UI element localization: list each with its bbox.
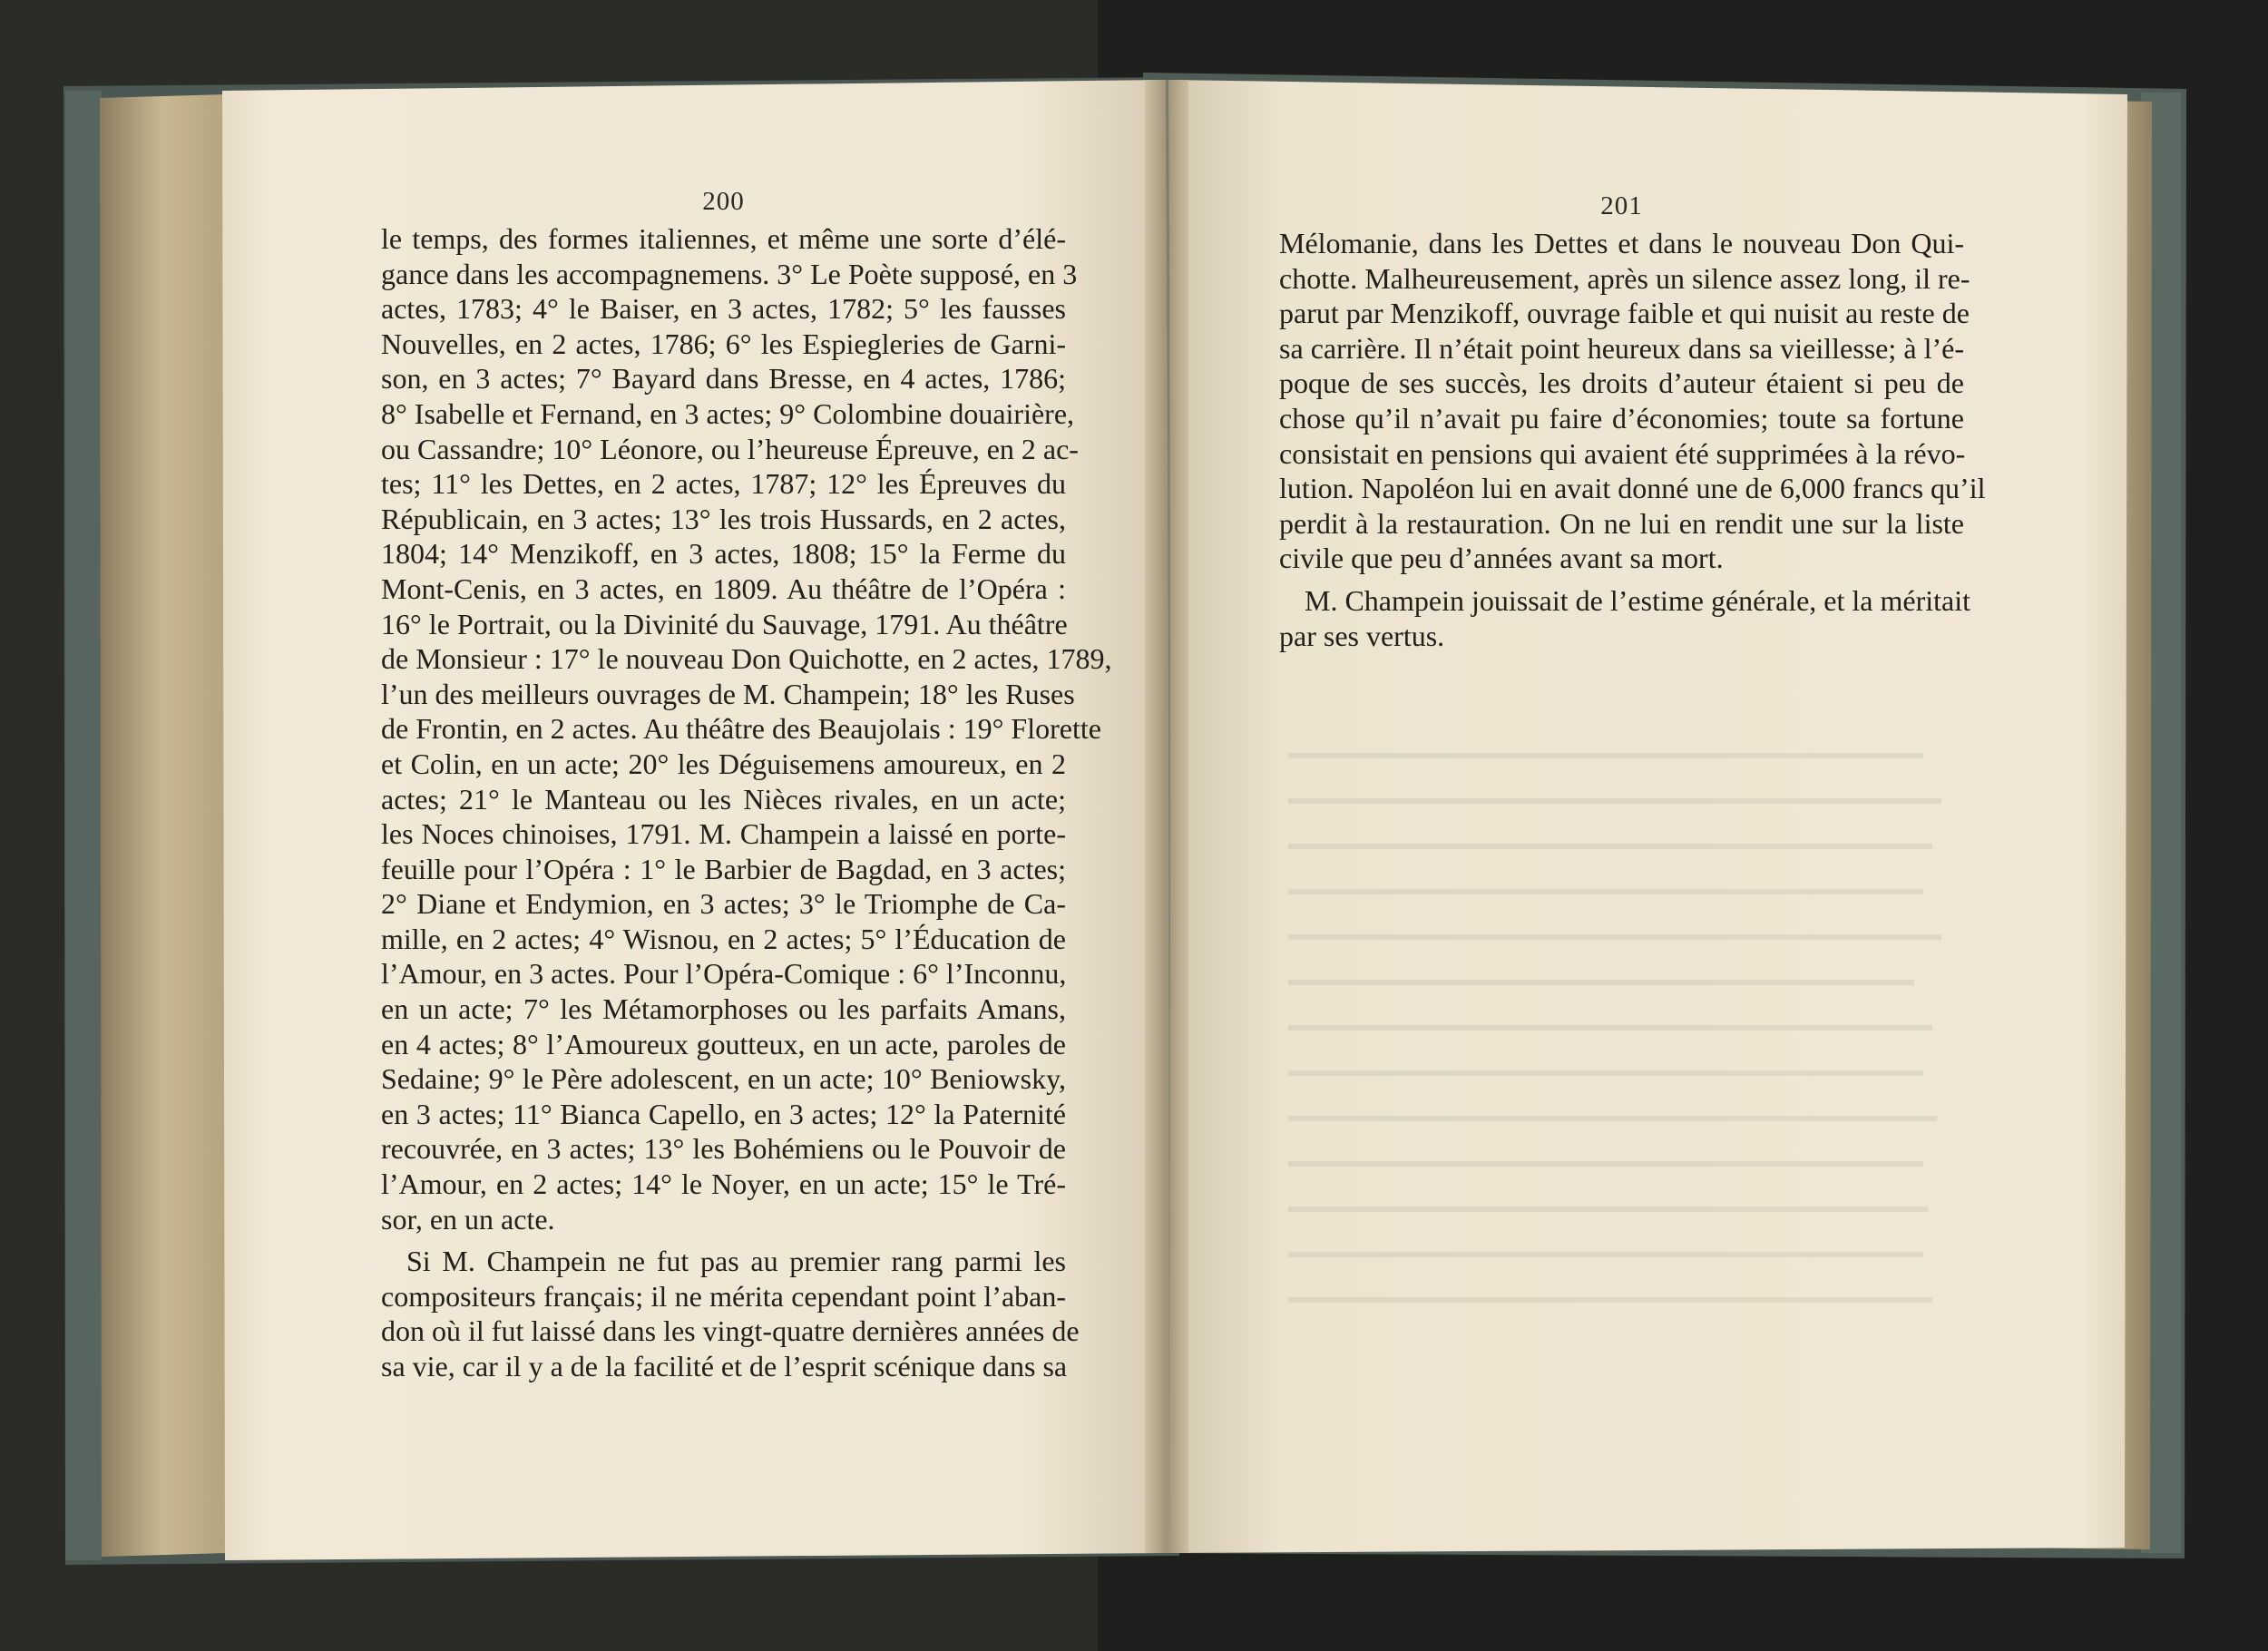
text-line: recouvrée, en 3 actes; 13° les Bohémiens ou le Pouvoir de [381, 1132, 1066, 1166]
text-line: de Frontin, en 2 actes. Au théâtre des Beaujolais : 19° Florette [381, 712, 1101, 746]
text-line: gance dans les accompagnemens. 3° Le Poète supposé, en 3 [381, 257, 1078, 290]
text-line: l’Amour, en 3 actes. Pour l’Opéra-Comique : 6° l’Inconnu, [381, 957, 1067, 991]
text-line: 16° le Portrait, ou la Divinité du Sauvage, 1791. Au théâtre [381, 607, 1068, 640]
text-line: par ses vertus. [1279, 619, 1445, 652]
text-line: l’un des meilleurs ouvrages de M. Champein; 18° les Ruses [381, 677, 1075, 710]
text-line: poque de ses succès, les droits d’auteur étaient si peu de [1279, 366, 1964, 400]
text-line: et Colin, en un acte; 20° les Déguisemens amoureux, en 2 [381, 747, 1066, 780]
text-line: Mélomanie, dans les Dettes et dans le nouveau Don Qui- [1279, 227, 1964, 259]
text-line: consistait en pensions qui avaient été supprimées à la révo- [1279, 436, 1966, 470]
text-line: Sedaine; 9° le Père adolescent, en un acte; 10° Beniowsky, [381, 1062, 1066, 1096]
text-line: tes; 11° les Dettes, en 2 actes, 1787; 12° les Épreuves du [381, 467, 1066, 501]
text-line: Nouvelles, en 2 actes, 1786; 6° les Espiegleries de Garni- [381, 327, 1066, 360]
text-line: parut par Menzikoff, ouvrage faible et qui nuisit au reste de [1279, 297, 1970, 330]
text-line: Mont-Cenis, en 3 actes, en 1809. Au théâtre de l’Opéra : [381, 572, 1066, 605]
text-line: M. Champein jouissait de l’estime générale, et la méritait [1305, 583, 1970, 617]
text-line: sa vie, car il y a de la facilité et de l’esprit scénique dans sa [381, 1350, 1068, 1382]
text-line: en un acte; 7° les Métamorphoses ou les parfaits Amans, [381, 992, 1066, 1026]
text-line: lution. Napoléon lui en avait donné une de 6,000 francs qu’il [1279, 472, 1986, 505]
text-line: Si M. Champein ne fut pas au premier rang parmi les [406, 1245, 1066, 1278]
text-line: 8° Isabelle et Fernand, en 3 actes; 9° Colombine douairière, [381, 396, 1075, 430]
text-line: l’Amour, en 2 actes; 14° le Noyer, en un acte; 15° le Tré- [381, 1167, 1066, 1201]
text-line: Républicain, en 3 actes; 13° les trois Hussards, en 2 actes, [381, 502, 1066, 535]
left-page [381, 181, 1112, 1384]
text-line: actes, 1783; 4° le Baiser, en 3 actes, 1782; 5° les fausses [381, 292, 1066, 326]
text-line: perdit à la restauration. On ne lui en rendit une sur la liste [1279, 506, 1964, 540]
text-line: compositeurs français; il ne mérita cependant point l’aban- [381, 1279, 1066, 1313]
text-line: actes; 21° le Manteau ou les Nièces rivales, en un acte; [381, 782, 1066, 816]
page-number: 201 [1600, 191, 1643, 220]
text-line: chotte. Malheureusement, après un silence assez long, il re- [1279, 261, 1970, 295]
right-page [1279, 186, 1986, 653]
text-line: chose qu’il n’avait pu faire d’économies; toute sa fortune [1279, 401, 1964, 435]
text-line: en 4 actes; 8° l’Amoureux goutteux, en un acte, paroles de [381, 1027, 1066, 1060]
text-line: en 3 actes; 11° Bianca Capello, en 3 actes; 12° la Paternité [381, 1097, 1066, 1130]
text-line: 1804; 14° Menzikoff, en 3 actes, 1808; 15° la Ferme du [381, 537, 1066, 571]
page-number: 200 [702, 187, 745, 216]
text-line: don où il fut laissé dans les vingt-quatre dernières années de [381, 1314, 1080, 1348]
text-line: sa carrière. Il n’était point heureux dans sa vieillesse; à l’é- [1279, 331, 1964, 365]
text-line: les Noces chinoises, 1791. M. Champein a laissé en porte- [381, 817, 1066, 851]
text-line: civile que peu d’années avant sa mort. [1279, 542, 1724, 575]
text-line: feuille pour l’Opéra : 1° le Barbier de Bagdad, en 3 actes; [381, 852, 1066, 885]
text-line: de Monsieur : 17° le nouveau Don Quichotte, en 2 actes, 1789, [381, 642, 1112, 676]
text-line: sor, en un acte. [381, 1202, 555, 1236]
text-line: son, en 3 actes; 7° Bayard dans Bresse, en 4 actes, 1786; [381, 362, 1066, 396]
text-line: 2° Diane et Endymion, en 3 actes; 3° le Triomphe de Ca- [381, 887, 1066, 921]
text-line: mille, en 2 actes; 4° Wisnou, en 2 actes; 5° l’Éducation de [381, 922, 1066, 955]
text-line: le temps, des formes italiennes, et même une sorte d’élé- [381, 222, 1066, 255]
text-line: ou Cassandre; 10° Léonore, ou l’heureuse Épreuve, en 2 ac- [381, 432, 1079, 465]
